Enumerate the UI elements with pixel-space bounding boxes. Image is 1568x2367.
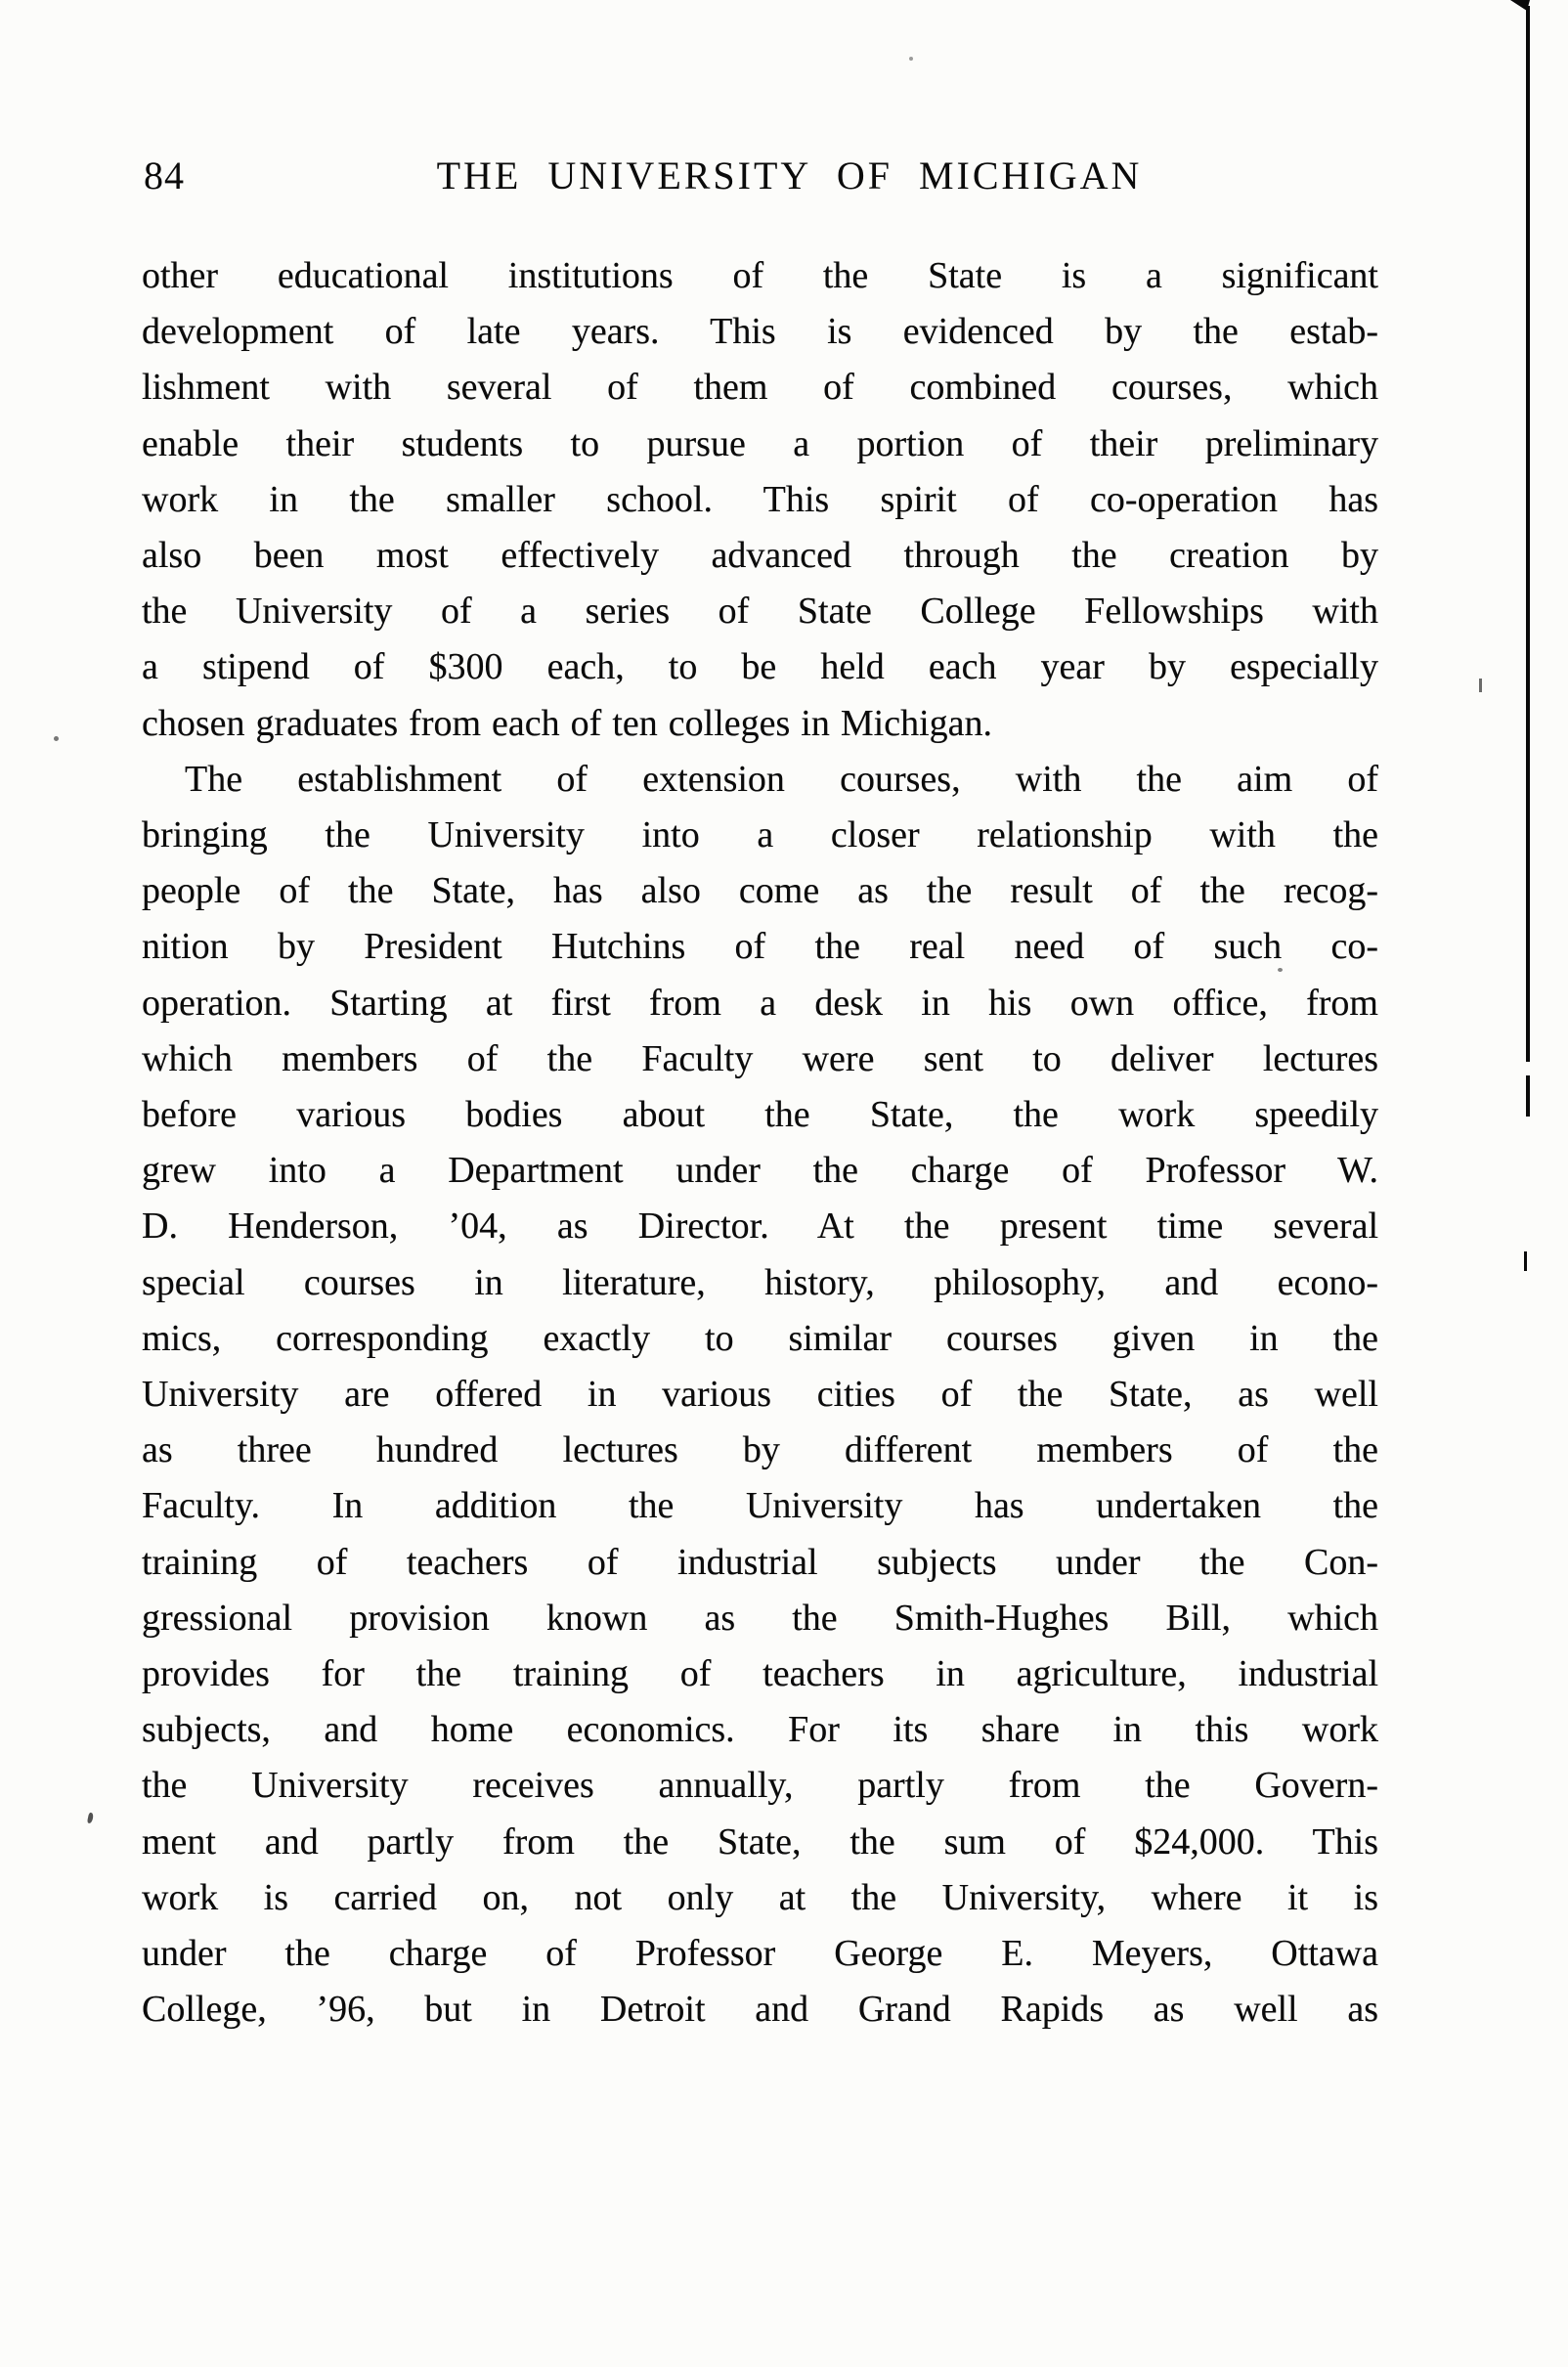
text-line: provides for the training of teachers in agriculture, industrial <box>142 1653 1378 1695</box>
text-line: chosen graduates from each of ten colleges in Michigan. <box>142 702 993 744</box>
scan-artifact-triangle <box>1510 0 1530 11</box>
scan-artifact-dash <box>1524 1251 1527 1271</box>
running-title: THE UNIVERSITY OF MICHIGAN <box>436 153 1143 197</box>
text-line: also been most effectively advanced through the creation by <box>142 535 1378 577</box>
text-line: subjects, and home economics. For its share in this work <box>142 1709 1378 1751</box>
page-number: 84 <box>144 153 185 197</box>
text-line: University are offered in various cities of the State, as well <box>142 1374 1378 1416</box>
text-line: work in the smaller school. This spirit of co-operation has <box>142 478 1378 520</box>
paragraph <box>142 248 1378 752</box>
text-line: a stipend of $300 each, to be held each year by especially <box>142 646 1378 688</box>
text-line: the University of a series of State College Fellowships with <box>142 591 1378 633</box>
text-line: under the charge of Professor George E. Meyers, Ottawa <box>142 1933 1378 1975</box>
text-line: grew into a Department under the charge of Professor W. <box>142 1150 1378 1192</box>
text-line: other educational institutions of the State is a significant <box>142 255 1378 296</box>
text-line: people of the State, has also come as the result of the recog- <box>142 870 1378 912</box>
text-line: mics, corresponding exactly to similar courses given in the <box>142 1317 1378 1359</box>
scan-artifact-dash <box>1526 1075 1530 1117</box>
text-line: before various bodies about the State, the work speedily <box>142 1094 1378 1136</box>
text-line: which members of the Faculty were sent to deliver lectures <box>142 1037 1378 1079</box>
text-line: ment and partly from the State, the sum of $24,000. This <box>142 1820 1378 1863</box>
text-line: nition by President Hutchins of the real need of such co- <box>142 926 1378 968</box>
page-header <box>142 149 1378 207</box>
text-line: gressional provision known as the Smith-Hughes Bill, which <box>142 1597 1378 1639</box>
scan-speck <box>909 57 913 61</box>
text-line: training of teachers of industrial subjects under the Con- <box>142 1541 1378 1583</box>
text-line: development of late years. This is evidenced by the estab- <box>142 311 1378 353</box>
scan-speck <box>54 736 59 741</box>
text-line: lishment with several of them of combined courses, which <box>142 367 1378 409</box>
text-line: operation. Starting at first from a desk in his own office, from <box>142 982 1378 1024</box>
text-line: special courses in literature, history, philosophy, and econo- <box>142 1261 1378 1303</box>
text-line: College, ’96, but in Detroit and Grand Rapids as well as <box>142 1989 1378 2031</box>
paragraph <box>142 752 1378 2038</box>
text-line: Faculty. In addition the University has undertaken the <box>142 1485 1378 1527</box>
scan-speck <box>87 1813 94 1824</box>
text-line: D. Henderson, ’04, as Director. At the present time several <box>142 1205 1378 1248</box>
text-line: as three hundred lectures by different members of the <box>142 1429 1378 1471</box>
scan-artifact-vertical-line <box>1526 6 1530 1062</box>
text-line: work is carried on, not only at the University, where it is <box>142 1876 1378 1918</box>
text-line: bringing the University into a closer relationship with the <box>142 814 1378 856</box>
text-line: the University receives annually, partly from the Govern- <box>142 1765 1378 1807</box>
text-line: The establishment of extension courses, with the aim of <box>185 758 1378 800</box>
text-line: enable their students to pursue a portion of their preliminary <box>142 422 1378 464</box>
scan-speck <box>1479 679 1482 692</box>
page-text <box>142 248 1378 2038</box>
